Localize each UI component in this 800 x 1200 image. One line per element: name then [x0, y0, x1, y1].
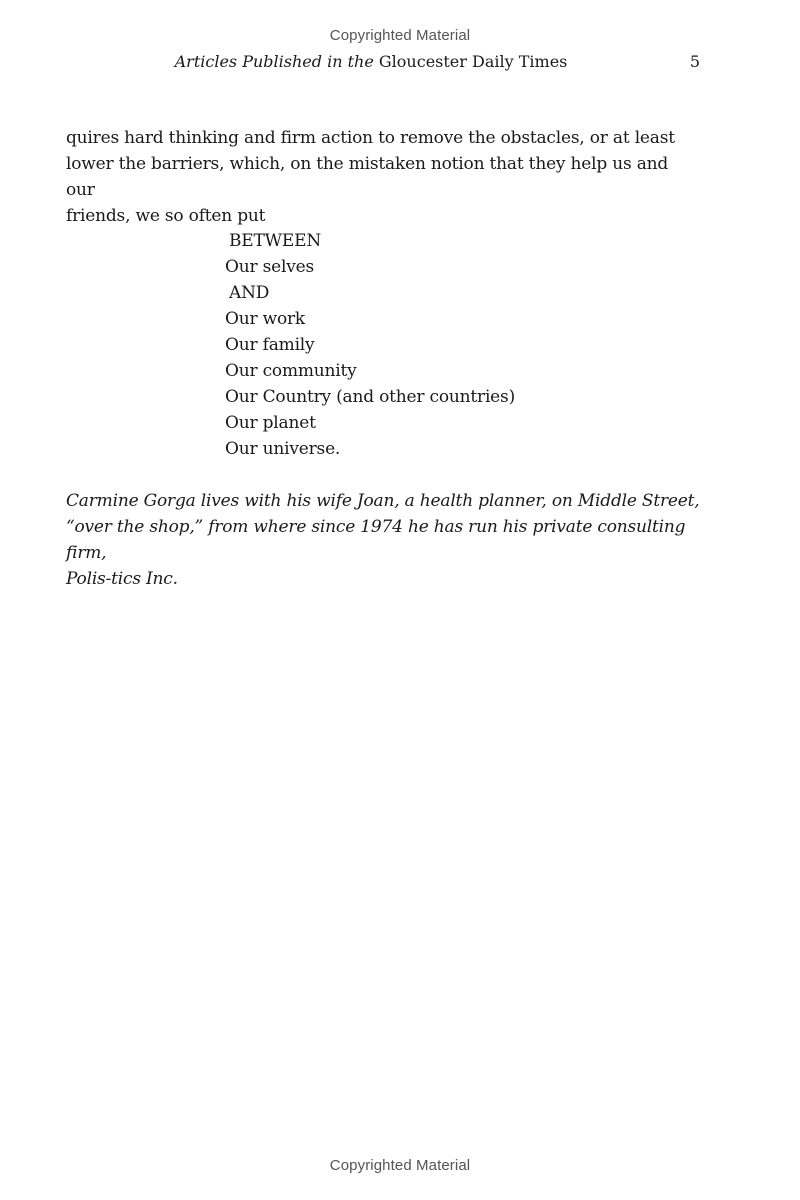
paragraph-line: quires hard thinking and firm action to remove the obstacles, or at least	[66, 128, 675, 148]
list-item: Our planet	[225, 413, 316, 433]
running-head-title-italic: Articles Published in the	[174, 52, 374, 71]
author-note-line: Polis-tics Inc.	[66, 569, 178, 589]
list-item: Our family	[225, 335, 315, 355]
between-list	[225, 228, 515, 462]
copyright-watermark-bottom: Copyrighted Material	[329, 1157, 471, 1174]
author-note	[66, 488, 700, 592]
list-item: Our universe.	[225, 439, 341, 459]
list-item: Our Country (and other countries)	[225, 387, 515, 407]
list-item: Our community	[225, 361, 357, 381]
body-paragraph	[66, 125, 700, 229]
copyright-watermark-top: Copyrighted Material	[329, 27, 471, 44]
running-head-title-publication: Gloucester Daily Times	[378, 52, 568, 71]
running-head	[66, 50, 700, 74]
author-note-line: Carmine Gorga lives with his wife Joan, a health planner, on Middle Street,	[66, 491, 700, 511]
list-item: Our selves	[225, 257, 315, 277]
paragraph-line: friends, we so often put	[66, 206, 266, 226]
list-item-between: BETWEEN	[229, 231, 322, 251]
list-item: Our work	[225, 309, 306, 329]
paragraph-line: lower the barriers, which, on the mistaken notion that they help us and our	[66, 154, 669, 200]
list-item-and: AND	[229, 283, 270, 303]
running-head-title	[66, 50, 700, 74]
author-note-line: “over the shop,” from where since 1974 he has run his private consulting firm,	[66, 517, 686, 563]
page-number: 5	[689, 52, 700, 71]
